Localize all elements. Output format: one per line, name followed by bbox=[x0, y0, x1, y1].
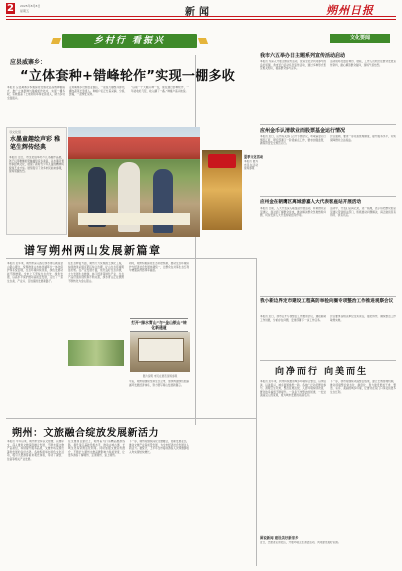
banner-title: 乡村行 看振兴 bbox=[93, 36, 166, 46]
edition-line: 星期五 bbox=[20, 9, 30, 13]
right-headline-2: 应州金币认清款业而股票基金运行情况 bbox=[260, 128, 346, 134]
newspaper-logo-icon: 朔州日报 bbox=[326, 4, 374, 17]
culture-col-2: 在文旅项目建设上，朔州着力打造精品旅游线路，提升景区基础设施水平，推动古城古堡、长城文化等资源活化利用。同时加强文旅宣传推介，不断扩大朔州文旅品牌影响力和美誉度，让更多游客了解朔州、走进朔州、爱上朔州。 bbox=[68, 440, 125, 457]
footer-caption: 图说新闻 建设美好新家乡 bbox=[260, 536, 299, 540]
header-rule bbox=[6, 16, 396, 17]
side-headline: 水墨童趣绘声彩 稚笔生辉传经典 bbox=[10, 136, 61, 151]
right-rule-4 bbox=[260, 360, 396, 361]
rule-under-headline bbox=[6, 258, 256, 259]
culture-col-3: 下一步，朔州将继续深化文旅融合，创新发展业态，推动文旅产业高质量发展，为全市经济社会发展注入新活力。据统计，上半年全市接待游客人次和旅游收入均实现较快增长。 bbox=[129, 440, 189, 454]
right-headline-3: 应州金在朝鹰区离城游嘉人大代表客座站开展活动 bbox=[260, 200, 362, 205]
body-col-a: 本报讯 近年来，朔州市深入践行绿水青山就是金山银山理念，统筹推进山水林田湖草沙一体化保护和系统治理，生态环境持续改善，绿色发展动能不断增强。全市上下坚持生态优先、绿色发展，以高水平保护推动高质量发展，走出了一条生态美、产业兴、百姓富的发展新路子。 bbox=[7, 262, 63, 283]
banner bbox=[62, 34, 197, 48]
side-body: 本报讯 近日，市文化馆举办少儿书画作品展，孩子们用稚嫩的笔触描绘家乡美景，以水墨丹青传承经典文化，展现了新时代少年儿童的精神风貌和艺术才华。展览吸引了众多市民前来参观，现场氛围热烈。 bbox=[9, 156, 64, 173]
right-headline-5: 向净而行 向美而生 bbox=[275, 367, 369, 377]
lead-body-col1: 本报讯 应县威寨乡积极探索设施农业高效种植模式，推广立体套种与错峰轮作技术，实现一棚多收，有效提高了土地利用率和农民收入，助力乡村全面振兴。 bbox=[7, 86, 65, 100]
photo-caption: 本报讯 图为市民在活动现场参观 bbox=[244, 160, 258, 170]
right-body-3b: 活动中，代表们认真记录，逐一梳理，表示将把群众的意见建议带到相关部门，积极推动问题解决，真正做到民有所呼、我有所应。 bbox=[330, 207, 396, 217]
right-headline-4: 我小新边界定市建设工程高防举验向圈专项整治工作推进观察会议 bbox=[260, 299, 394, 304]
right-body-3a: 本报讯 日前，人大代表深入联络站开展活动，听取群众意见建议，面对面了解群众诉求，推动解决群众急难愁盼问题，切实发挥人大代表桥梁纽带作用。 bbox=[260, 207, 326, 217]
right-rule-1 bbox=[260, 124, 396, 125]
lead-kicker: 应县威寨乡： bbox=[10, 59, 47, 66]
pull-quote: 打开“绿水青山”与“金山银山”转化新通道 bbox=[131, 320, 187, 330]
page-number: 2 bbox=[7, 3, 14, 14]
body-col-b: 在生态修复方面，朔州大力实施国土绿化工程，持续推进采煤沉陷区综合治理，矿山生态环境明显好转。在产业发展方面，依托良好生态资源，大力发展生态旅游、林下经济等绿色产业，生态产品价值实现机制不断完善，绿水青山正在源源不断转化为金山银山。 bbox=[68, 262, 124, 283]
mid-photo bbox=[130, 332, 190, 372]
right-body-4a: 本报讯 近日，我市召开专项整治工作推进会议，通报前期工作进展，分析存在问题，安排部署下一步工作任务。 bbox=[260, 315, 326, 322]
headline-shuozhou: 谱写朔州两山发展新篇章 bbox=[24, 244, 162, 257]
right-rule-3 bbox=[260, 296, 396, 297]
side-feature-box bbox=[6, 127, 67, 235]
photo-tent bbox=[68, 137, 200, 159]
rule-above-culture bbox=[6, 418, 256, 419]
photo-caption-title: 夏季文化活动 bbox=[244, 155, 264, 159]
banner-ornament-left bbox=[51, 38, 61, 44]
photo-table bbox=[78, 213, 190, 225]
section-title: 新闻 bbox=[185, 7, 213, 18]
lead-headline: “立体套种+错峰轮作”实现一棚多收 bbox=[20, 69, 236, 84]
body-col-c2: 今后，朔州将继续坚持生态立市，加快构建绿色低碳循环发展经济体系，努力谱写两山发展新篇章。 bbox=[129, 380, 189, 387]
right-rule-2 bbox=[260, 196, 396, 197]
right-body-5b: 下一步，我市将继续巩固整治成果，建立长效管理机制，推动环境整治常态化、制度化，努力建设更加干净、整洁、有序、美丽的城乡环境，让群众在家门口享受到更多生态红利。 bbox=[330, 380, 396, 394]
ribbon-decoration-icon bbox=[208, 154, 236, 168]
right-photo bbox=[202, 150, 242, 230]
right-body-4b: 会议要求各相关单位压实责任，强化协作，确保整治工作取得实效。 bbox=[330, 315, 396, 322]
right-body-1a: 本报讯 为深入开展主题宣传活动，营造全社会共同参与的良好氛围，我市近日启动系列宣传活动，通过多种形式普及相关知识，提高群众参与意识。 bbox=[260, 60, 326, 70]
headline-culture: 朔州：文旅融合绽放发展新活力 bbox=[12, 428, 159, 439]
mid-photo-frame bbox=[138, 338, 184, 362]
col-divider bbox=[195, 55, 196, 425]
date-line: 2025年8月8日 bbox=[20, 4, 41, 8]
inset-photo bbox=[68, 340, 124, 366]
col-divider-lower bbox=[256, 258, 257, 566]
right-ribbon: 文化要闻 bbox=[330, 34, 390, 43]
banner-ornament-right bbox=[198, 38, 208, 44]
right-body-5a: 本报讯 近年来，我市持续推进城乡环境综合整治，以净促美、以美促兴，城乡面貌焕然一新。各地广泛动员群众参与，清理卫生死角，整治乱堆乱放，人居环境持续改善，群众的幸福感不断提升。一条条干净整洁的街道，一处处美丽宜人的景观，成为城市发展的亮丽名片。 bbox=[260, 380, 326, 397]
right-body-2b: 会议强调，要进一步完善管理制度，提升服务水平，切实保障群众合法权益。 bbox=[330, 135, 396, 142]
side-kicker: 寻文化馆 bbox=[9, 130, 22, 134]
lead-body-col2: 走进威寨乡设施农业园区，一座座大棚整齐排列，棚内蔬菜长势喜人。种植户们正忙着采摘、分拣、装箱，一派繁忙景象。 bbox=[69, 86, 127, 96]
main-photo bbox=[68, 127, 200, 237]
footer-body: 近日，志愿者走进社区，开展环境卫生清洁活动，共同建设美好家园。 bbox=[260, 541, 341, 544]
lead-body-col3: “以前一个大棚只种一茬，现在通过套种轮作，一年能收好几茬，收入翻了一番。”种植户高兴地说。 bbox=[131, 86, 189, 93]
culture-col-1: 本报讯 今年以来，朔州市坚持以文塑旅、以旅彰文，深入推进文旅深度融合发展，不断丰富文旅产品供给，持续提升服务品质，文旅市场呈现出蓬勃发展的良好态势。各地积极举办特色文化活动，吸引大批游客前来观光体验，带动了餐饮、住宿等相关产业发展。 bbox=[7, 440, 64, 461]
right-body-1b: 活动现场设置咨询台、展板，工作人员向过往群众发放宣传资料，耐心解答群众疑问，现场气氛热烈。 bbox=[330, 60, 396, 67]
header-rule-thin bbox=[6, 19, 396, 20]
right-headline-1: 我市六五举办日主题系列宣传活动启动 bbox=[260, 53, 346, 59]
right-body-2a: 本报讯 近日，应州有关部门召开专题会议，听取基金运行情况汇报，研究部署下一阶段重点工作，要求加强监管，确保资金安全规范运行。 bbox=[260, 135, 326, 145]
mid-photo-caption: 图片说明 市民在展览现场参观 bbox=[142, 375, 178, 378]
body-col-c: 同时，朔州积极探索生态补偿机制，推动生态环境保护与经济社会发展协调统一，让群众在共享生态红利中增强获得感和幸福感。 bbox=[129, 262, 189, 272]
